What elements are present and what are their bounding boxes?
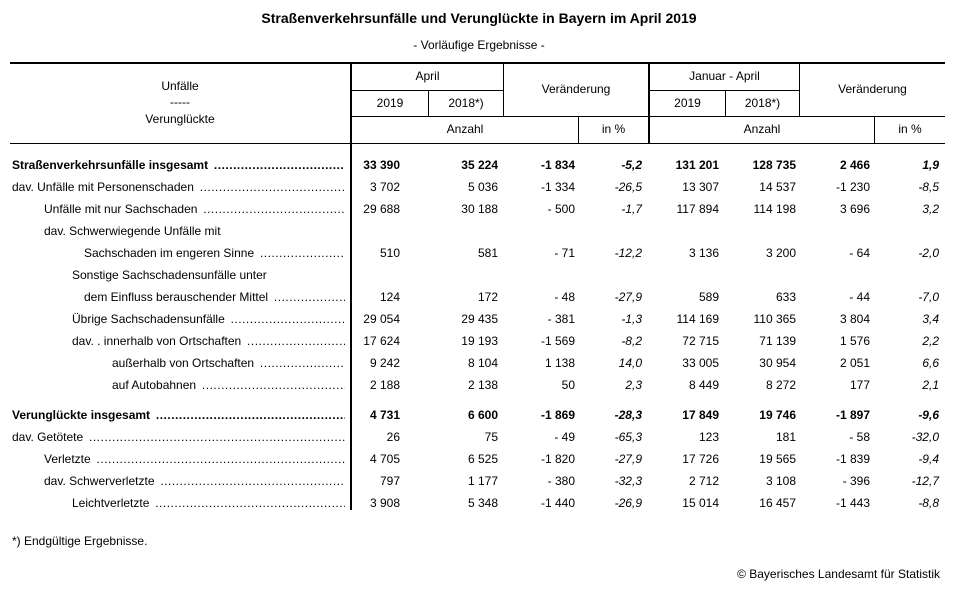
value-jan-april-percent: -7,0 [918,290,939,304]
copyright: © Bayerisches Landesamt für Statistik [737,567,940,581]
header-jan-april-2019: 2019 [674,96,701,110]
value-jan-april-change: -1 230 [835,180,870,194]
value-april-2018: 5 036 [467,180,498,194]
value-jan-april-percent: 2,2 [922,334,939,348]
value-april-percent: -1,7 [621,202,642,216]
value-april-2019: 124 [379,290,400,304]
value-jan-april-2018: 110 365 [753,312,796,326]
table-row [10,220,945,242]
value-jan-april-2018: 16 457 [759,496,796,510]
value-jan-april-change: - 44 [849,290,870,304]
header-jan-april: Januar - April [689,69,760,83]
value-jan-april-2018: 114 198 [753,202,796,216]
header-bottom-rule [10,143,945,144]
value-april-2018: 172 [477,290,498,304]
row-label: Verletzte [44,452,91,466]
table-row [10,176,945,198]
header-april-count: Anzahl [446,122,484,136]
value-jan-april-percent: 2,1 [922,378,939,392]
table-row [10,154,945,176]
value-jan-april-2018: 19 565 [759,452,796,466]
value-april-2019: 797 [379,474,400,488]
value-jan-april-2018: 8 272 [765,378,796,392]
header-label-line3: Verunglückte [145,112,215,126]
value-jan-april-2019: 17 726 [682,452,719,466]
value-april-percent: -8,2 [621,334,642,348]
value-jan-april-2019: 117 894 [676,202,719,216]
value-april-2018: 75 [484,430,498,444]
value-jan-april-2019: 15 014 [682,496,719,510]
value-april-change: - 381 [547,312,575,326]
value-jan-april-percent: -2,0 [918,246,939,260]
value-jan-april-percent: -8,5 [918,180,939,194]
value-april-change: -1 440 [540,496,575,510]
page-subtitle: - Vorläufige Ergebnisse - [413,38,545,52]
row-label: Übrige Sachschadensunfälle [72,312,225,326]
row-label: Verunglückte insgesamt [12,408,151,422]
footnote: *) Endgültige Ergebnisse. [12,534,148,548]
value-april-change: -1 820 [540,452,575,466]
value-april-2018: 8 104 [467,356,498,370]
value-april-percent: -1,3 [621,312,642,326]
value-jan-april-change: 3 696 [839,202,870,216]
value-april-2019: 17 624 [363,334,400,348]
value-april-change: - 500 [547,202,575,216]
value-april-change: - 48 [554,290,575,304]
table-row [10,492,945,514]
value-jan-april-percent: -12,7 [911,474,939,488]
value-april-change: 1 138 [544,356,575,370]
row-label: Sachschaden im engeren Sinne [84,246,255,260]
value-jan-april-change: -1 897 [835,408,870,422]
value-april-change: -1 834 [540,158,575,172]
header-jan-april-change: Veränderung [838,82,907,96]
header-jan-april-percent: in % [898,122,922,136]
header-april-percent: in % [601,122,626,136]
value-jan-april-2018: 128 735 [752,158,796,172]
table-row [10,286,945,308]
page-title: Straßenverkehrsunfälle und Verunglückte in Bayern im April 2019 [261,10,697,26]
value-jan-april-2019: 72 715 [682,334,719,348]
value-jan-april-change: - 396 [842,474,870,488]
value-jan-april-2018: 633 [775,290,796,304]
row-label: dav. Getötete [12,430,84,444]
value-april-2018: 6 600 [467,408,498,422]
value-april-percent: -65,3 [614,430,642,444]
value-april-percent: -26,5 [614,180,642,194]
value-jan-april-change: 2 466 [839,158,870,172]
value-jan-april-2019: 2 712 [688,474,719,488]
row-label: dav. Unfälle mit Personenschaden [12,180,194,194]
table-row [10,470,945,492]
value-april-2019: 26 [386,430,400,444]
table-row [10,352,945,374]
row-label: auf Autobahnen [112,378,197,392]
row-label: außerhalb von Ortschaften [112,356,255,370]
value-jan-april-2018: 3 108 [765,474,796,488]
table-row [10,404,945,426]
value-april-2019: 3 908 [369,496,400,510]
value-april-percent: 2,3 [625,378,642,392]
table-row [10,198,945,220]
value-april-2019: 9 242 [369,356,400,370]
table-row [10,264,945,286]
table-row [10,308,945,330]
value-april-change: -1 569 [540,334,575,348]
header-april: April [415,69,440,83]
value-april-change: - 71 [554,246,575,260]
value-jan-april-2018: 19 746 [759,408,796,422]
value-jan-april-percent: -9,6 [918,408,939,422]
value-jan-april-change: 3 804 [839,312,870,326]
table-row [10,242,945,264]
value-jan-april-change: 177 [849,378,870,392]
value-april-2019: 4 731 [369,408,400,422]
value-april-change: 50 [561,378,575,392]
value-april-2019: 29 688 [363,202,400,216]
value-jan-april-2018: 14 537 [759,180,796,194]
header-april-2018: 2018*) [448,96,484,110]
value-jan-april-2018: 3 200 [765,246,796,260]
value-april-2018: 29 435 [461,312,498,326]
row-label: Straßenverkehrsunfälle insgesamt [12,158,209,172]
value-jan-april-percent: -32,0 [911,430,939,444]
value-jan-april-2019: 33 005 [682,356,719,370]
table-row [10,448,945,470]
value-april-2018: 6 525 [467,452,498,466]
value-april-2018: 5 348 [467,496,498,510]
value-jan-april-2019: 589 [698,290,719,304]
value-jan-april-2019: 8 449 [688,378,719,392]
value-jan-april-change: 2 051 [839,356,870,370]
value-april-change: - 380 [547,474,575,488]
table-row [10,330,945,352]
value-jan-april-2019: 13 307 [682,180,719,194]
value-jan-april-change: 1 576 [839,334,870,348]
value-april-2019: 3 702 [369,180,400,194]
value-jan-april-2019: 114 169 [676,312,719,326]
value-april-2019: 2 188 [369,378,400,392]
row-label: dav. . innerhalb von Ortschaften [72,334,242,348]
row-label: dav. Schwerwiegende Unfälle mit [44,224,221,238]
header-label-line1: Unfälle [161,79,199,93]
value-jan-april-change: - 58 [849,430,870,444]
value-jan-april-2019: 17 849 [682,408,719,422]
value-april-percent: -5,2 [621,158,642,172]
row-label: Leichtverletzte [72,496,150,510]
value-jan-april-percent: 6,6 [922,356,939,370]
value-jan-april-2018: 30 954 [759,356,796,370]
value-april-change: - 49 [554,430,575,444]
value-jan-april-change: -1 839 [835,452,870,466]
value-april-change: -1 334 [540,180,575,194]
value-jan-april-change: -1 443 [835,496,870,510]
value-april-2018: 581 [477,246,498,260]
value-jan-april-change: - 64 [849,246,870,260]
value-april-percent: -28,3 [614,408,642,422]
value-april-percent: -27,9 [614,290,642,304]
value-jan-april-2018: 181 [775,430,796,444]
header-jan-april-2018: 2018*) [744,96,781,110]
header-label-line2: ----- [170,95,190,109]
value-april-2019: 510 [379,246,400,260]
value-jan-april-percent: 1,9 [922,158,939,172]
value-april-2019: 33 390 [363,158,400,172]
value-april-2019: 29 054 [363,312,400,326]
value-april-2019: 4 705 [369,452,400,466]
row-label: Sonstige Sachschadensunfälle unter [72,268,267,282]
table-row [10,374,945,396]
value-jan-april-2019: 123 [698,430,719,444]
table-top-rule [10,62,945,64]
value-april-percent: -12,2 [614,246,642,260]
value-april-2018: 19 193 [461,334,498,348]
value-april-percent: -26,9 [614,496,642,510]
value-jan-april-2019: 131 201 [675,158,719,172]
value-jan-april-percent: -9,4 [918,452,939,466]
header-jan-april-count: Anzahl [743,122,781,136]
table-row [10,426,945,448]
value-april-percent: -32,3 [614,474,642,488]
header-april-change: Veränderung [541,82,611,96]
value-april-change: -1 869 [540,408,575,422]
row-label: Unfälle mit nur Sachschaden [44,202,198,216]
value-jan-april-percent: -8,8 [918,496,939,510]
value-jan-april-2019: 3 136 [688,246,719,260]
header-april-2019: 2019 [376,96,404,110]
value-jan-april-percent: 3,4 [922,312,939,326]
value-april-percent: -27,9 [614,452,642,466]
value-april-percent: 14,0 [618,356,642,370]
row-label: dem Einfluss berauschender Mittel [84,290,269,304]
row-label: dav. Schwerverletzte [44,474,155,488]
value-april-2018: 1 177 [467,474,498,488]
value-jan-april-2018: 71 139 [759,334,796,348]
value-april-2018: 2 138 [467,378,498,392]
value-april-2018: 30 188 [461,202,498,216]
value-jan-april-percent: 3,2 [922,202,939,216]
value-april-2018: 35 224 [461,158,498,172]
